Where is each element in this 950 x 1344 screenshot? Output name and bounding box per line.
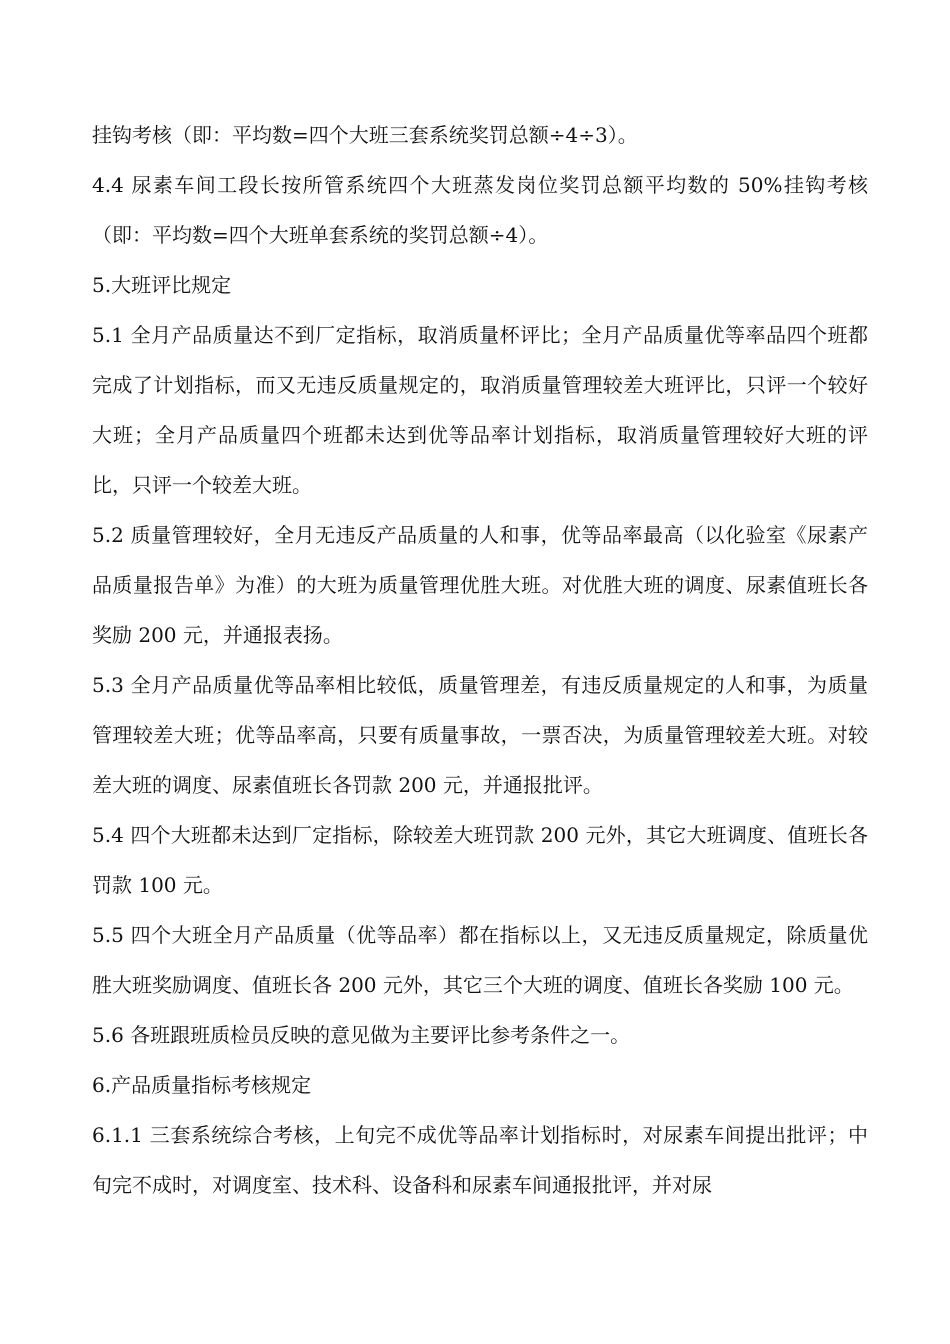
- section-heading-6: 6.产品质量指标考核规定: [92, 1073, 312, 1097]
- paragraph-5-6: 5.6 各班跟班质检员反映的意见做为主要评比参考条件之一。: [92, 1023, 631, 1047]
- paragraph-5-1: 5.1 全月产品质量达不到厂定指标，取消质量杯评比；全月产品质量优等率品四个班都完成了计划指标，而又无违反质量规定的，取消质量管理较差大班评比，只评一个较好大班；全月产品质量四个班都未达到优等品率计划指标，取消质量管理较好大班的评比，只评一个较差大班。: [92, 323, 868, 497]
- paragraph-5-4: 5.4 四个大班都未达到厂定指标，除较差大班罚款 200 元外，其它大班调度、值班长各罚款 100 元。: [92, 823, 868, 897]
- paragraph-5-5: 5.5 四个大班全月产品质量（优等品率）都在指标以上，又无违反质量规定，除质量优胜大班奖励调度、值班长各 200 元外，其它三个大班的调度、值班长各奖励 100 元。: [92, 923, 868, 997]
- document-body: [92, 110, 868, 1210]
- paragraph-4-4: 4.4 尿素车间工段长按所管系统四个大班蒸发岗位奖罚总额平均数的 50%挂钩考核（即：平均数=四个大班单套系统的奖罚总额÷4）。: [92, 173, 868, 247]
- paragraph-4-3-continuation: 挂钩考核（即：平均数=四个大班三套系统奖罚总额÷4÷3）。: [92, 123, 638, 147]
- paragraph-6-1-1: 6.1.1 三套系统综合考核，上旬完不成优等品率计划指标时，对尿素车间提出批评；中旬完不成时，对调度室、技术科、设备科和尿素车间通报批评，并对尿: [92, 1123, 868, 1197]
- section-heading-5: 5.大班评比规定: [92, 273, 232, 297]
- paragraph-5-2: 5.2 质量管理较好，全月无违反产品质量的人和事，优等品率最高（以化验室《尿素产品质量报告单》为准）的大班为质量管理优胜大班。对优胜大班的调度、尿素值班长各奖励 200 元，并通报表扬。: [92, 523, 868, 647]
- paragraph-5-3: 5.3 全月产品质量优等品率相比较低，质量管理差，有违反质量规定的人和事，为质量管理较差大班；优等品率高，只要有质量事故，一票否决，为质量管理较差大班。对较差大班的调度、尿素值班长各罚款 200 元，并通报批评。: [92, 673, 868, 797]
